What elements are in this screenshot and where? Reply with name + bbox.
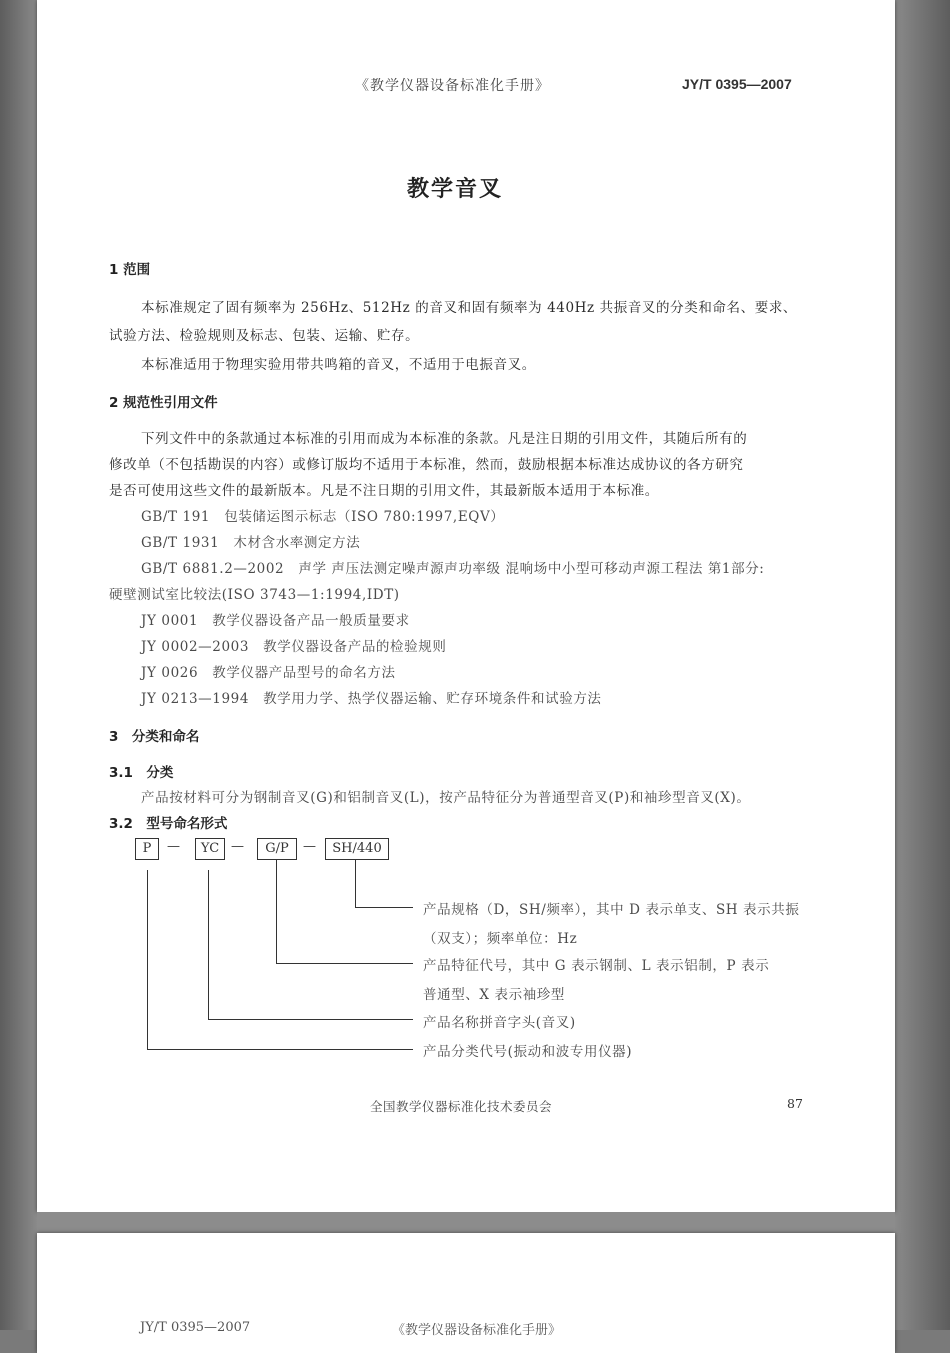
document-page-87	[37, 0, 895, 1212]
page-number: 87	[787, 1096, 803, 1111]
section-2-paragraph-line: 是否可使用这些文件的最新版本。凡是不注日期的引用文件，其最新版本适用于本标准。	[109, 483, 659, 499]
diagram-note: 普通型、X 表示袖珍型	[423, 987, 566, 1003]
connector-line	[208, 870, 209, 1019]
document-page-88-partial	[37, 1233, 895, 1353]
section-2-heading: 2 规范性引用文件	[109, 395, 218, 411]
footer-committee: 全国教学仪器标准化技术委员会	[370, 1099, 553, 1114]
standard-number: JY/T 0395—2007	[682, 76, 792, 92]
separator-dash: —	[167, 839, 180, 854]
viewer-background-left	[0, 0, 37, 1330]
viewer-background-right	[895, 0, 950, 1330]
connector-line	[355, 907, 413, 908]
section-1-heading: 1 范围	[109, 262, 151, 278]
section-2-paragraph-line: 修改单（不包括勘误的内容）或修订版均不适用于本标准，然而，鼓励根据本标准达成协议的各方研究	[109, 457, 744, 473]
diagram-note: 产品分类代号(振动和波专用仪器)	[423, 1044, 633, 1060]
connector-line	[276, 860, 277, 963]
section-1-paragraph-line: 本标准规定了固有频率为 256Hz、512Hz 的音叉和固有频率为 440Hz 共振音叉的分类和命名、要求、	[141, 300, 798, 316]
connector-line	[147, 870, 148, 1049]
section-3-1-text: 产品按材料可分为钢制音叉(G)和铝制音叉(L)，按产品特征分为普通型音叉(P)和袖珍型音叉(X)。	[141, 790, 751, 806]
code-box-spec: SH/440	[325, 838, 389, 860]
connector-line	[355, 860, 356, 907]
diagram-note: 产品名称拼音字头(音叉)	[423, 1015, 576, 1031]
code-box-category: P	[135, 838, 159, 860]
diagram-note: 产品规格（D，SH/频率），其中 D 表示单支、SH 表示共振	[423, 902, 800, 918]
page-title: 教学音叉	[407, 176, 504, 202]
code-box-feature: G/P	[257, 838, 297, 860]
code-box-name: YC	[195, 838, 225, 860]
connector-line	[208, 1019, 413, 1020]
section-3-2-heading: 3.2 型号命名形式	[109, 816, 228, 832]
connector-line	[276, 963, 413, 964]
section-1-paragraph-line: 试验方法、检验规则及标志、包装、运输、贮存。	[109, 328, 420, 344]
section-3-heading: 3 分类和命名	[109, 729, 200, 745]
connector-line	[147, 1049, 413, 1050]
reference-item: JY 0213—1994 教学用力学、热学仪器运输、贮存环境条件和试验方法	[141, 691, 602, 707]
reference-item: GB/T 6881.2—2002 声学 声压法测定噪声源声功率级 混响场中小型可移动声源工程法 第1部分:	[141, 561, 765, 577]
reference-item: 硬壁测试室比较法(ISO 3743—1:1994,IDT)	[109, 587, 400, 603]
separator-dash: —	[231, 839, 244, 854]
reference-item: GB/T 191 包装储运图示标志（ISO 780:1997,EQV）	[141, 509, 505, 525]
diagram-note: （双支）；频率单位：Hz	[423, 931, 578, 947]
diagram-note: 产品特征代号，其中 G 表示钢制、L 表示铝制，P 表示	[423, 958, 770, 974]
page2-running-header: 《教学仪器设备标准化手册》	[392, 1323, 562, 1338]
section-3-1-heading: 3.1 分类	[109, 765, 174, 781]
separator-dash: —	[303, 839, 316, 854]
reference-item: JY 0001 教学仪器设备产品一般质量要求	[141, 613, 410, 629]
page-gap	[37, 1212, 895, 1233]
reference-item: JY 0026 教学仪器产品型号的命名方法	[141, 665, 396, 681]
section-2-paragraph-line: 下列文件中的条款通过本标准的引用而成为本标准的条款。凡是注日期的引用文件，其随后所有的	[141, 431, 748, 447]
section-1-paragraph-2: 本标准适用于物理实验用带共鸣箱的音叉，不适用于电振音叉。	[141, 357, 536, 373]
page2-standard-number: JY/T 0395—2007	[140, 1320, 251, 1335]
reference-item: GB/T 1931 木材含水率测定方法	[141, 535, 361, 551]
reference-item: JY 0002—2003 教学仪器设备产品的检验规则	[141, 639, 447, 655]
running-header-title: 《教学仪器设备标准化手册》	[355, 78, 550, 94]
